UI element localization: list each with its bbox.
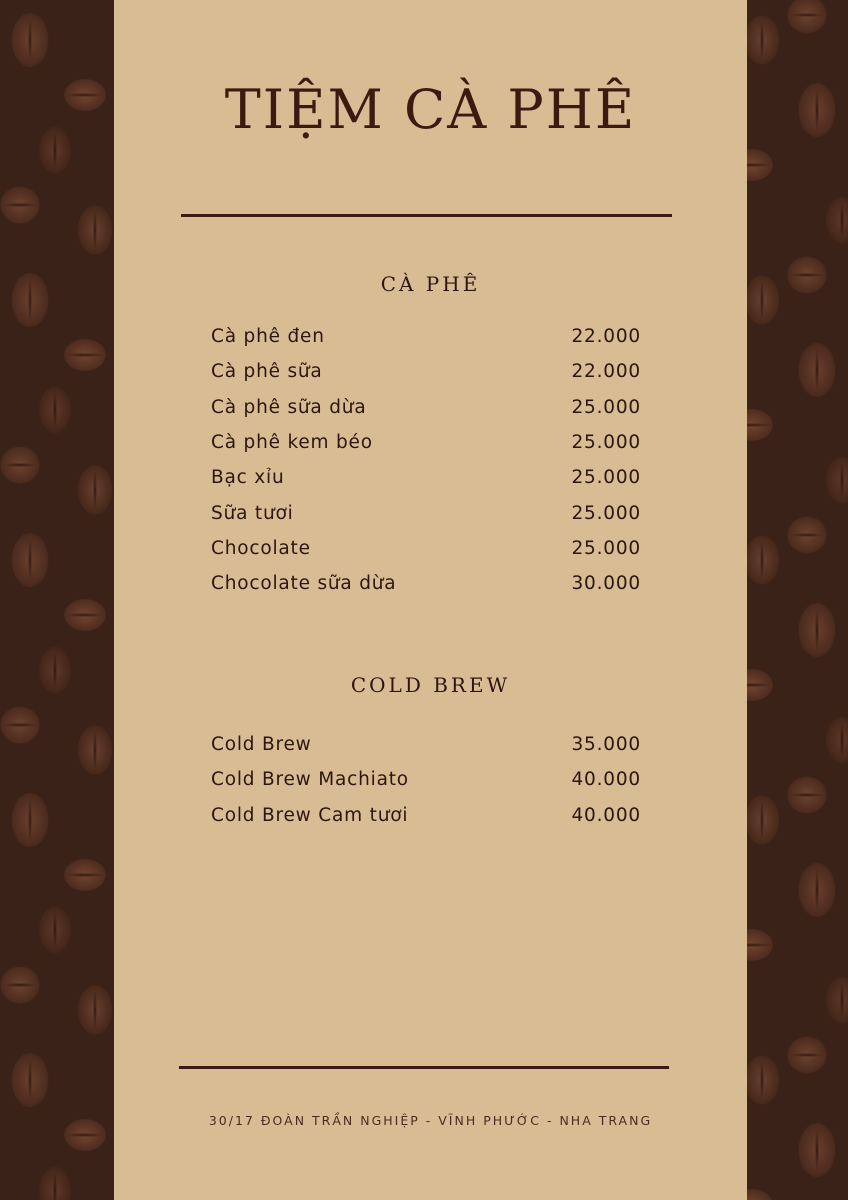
item-price: 22.000	[571, 326, 641, 348]
menu-item	[211, 798, 641, 833]
menu-item	[211, 460, 641, 495]
item-name: Sữa tươi	[211, 502, 294, 524]
bottom-divider	[179, 1066, 669, 1069]
section-list-cold-brew	[211, 727, 641, 833]
item-price: 35.000	[571, 734, 641, 756]
item-name: Cà phê sữa	[211, 361, 323, 383]
coffee-beans-background-left	[0, 0, 114, 1200]
menu-item	[211, 354, 641, 389]
item-price: 30.000	[571, 573, 641, 595]
menu-item	[211, 727, 641, 762]
top-divider	[181, 214, 672, 217]
item-name: Chocolate	[211, 537, 311, 559]
menu-item	[211, 425, 641, 460]
item-price: 22.000	[571, 361, 641, 383]
item-name: Bạc xỉu	[211, 467, 285, 489]
menu-title: TIỆM CÀ PHÊ	[224, 78, 637, 141]
footer-address: 30/17 ĐOÀN TRẦN NGHIỆP - VĨNH PHƯỚC - NHA TRANG	[208, 1113, 653, 1128]
item-price: 40.000	[571, 769, 641, 791]
item-name: Cà phê kem béo	[211, 432, 373, 454]
item-price: 40.000	[571, 804, 641, 826]
item-name: Cold Brew	[211, 734, 312, 756]
menu-item	[211, 531, 641, 566]
menu-item	[211, 762, 641, 797]
item-name: Cà phê sữa dừa	[211, 396, 367, 418]
menu-item	[211, 495, 641, 530]
item-price: 25.000	[571, 432, 641, 454]
section-list-ca-phe	[211, 319, 641, 601]
menu-panel	[114, 0, 747, 1200]
section-title-ca-phe: CÀ PHÊ	[380, 272, 481, 296]
menu-item	[211, 566, 641, 601]
item-name: Cold Brew Cam tươi	[211, 804, 409, 826]
item-price: 25.000	[571, 396, 641, 418]
item-name: Cold Brew Machiato	[211, 769, 409, 791]
item-price: 25.000	[571, 502, 641, 524]
menu-item	[211, 319, 641, 354]
section-title-cold-brew: COLD BREW	[350, 673, 511, 697]
item-price: 25.000	[571, 537, 641, 559]
item-name: Cà phê đen	[211, 326, 325, 348]
menu-item	[211, 390, 641, 425]
item-name: Chocolate sữa dừa	[211, 573, 397, 595]
coffee-beans-background-right	[747, 0, 848, 1200]
item-price: 25.000	[571, 467, 641, 489]
